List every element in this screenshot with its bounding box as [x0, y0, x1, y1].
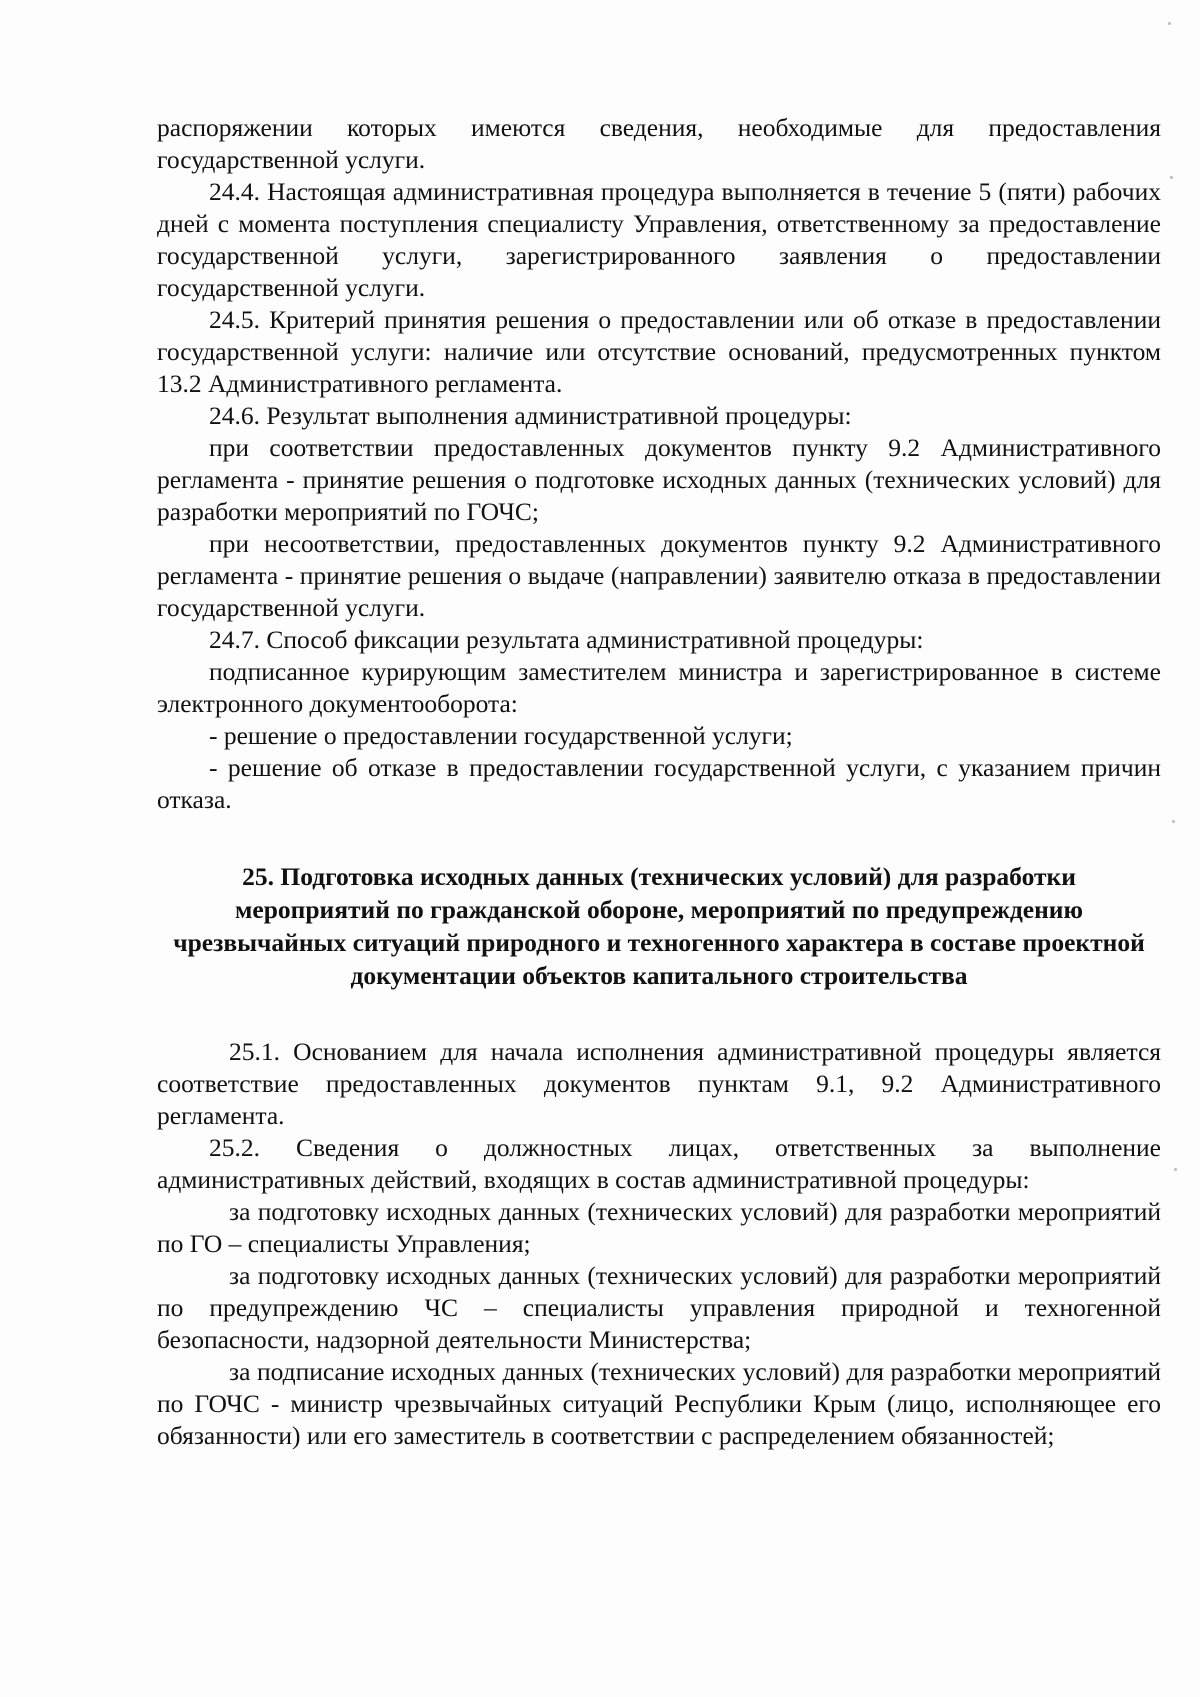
paragraph-25-2-go: за подготовку исходных данных (технических условий) для разработки мероприятий по ГО – специалисты Управления;: [157, 1197, 1161, 1258]
section-heading-25: 25. Подготовка исходных данных (технических условий) для разработки мероприятий по гражданской обороне, мероприятий по предупреждению чрезвычайных ситуаций природного и техногенного характера в составе проектной документации объектов капитального строительства: [173, 862, 1145, 990]
scan-speck: [1170, 176, 1173, 179]
paragraph-24-7-decision-grant: - решение о предоставлении государственной услуги;: [209, 721, 793, 750]
scan-speck: [1172, 820, 1175, 823]
paragraph-24-7: 24.7. Способ фиксации результата административной процедуры:: [209, 625, 924, 654]
document-body: [157, 112, 1161, 1452]
paragraph-24-4: 24.4. Настоящая административная процедура выполняется в течение 5 (пяти) рабочих дней с момента поступления специалисту Управления, ответственному за предоставление государственной услуги, зарегистрированного заявления о предоставлении государственной услуги.: [157, 177, 1161, 302]
paragraph-24-7-decision-refusal: - решение об отказе в предоставлении государственной услуги, с указанием причин отказа.: [157, 753, 1161, 814]
paragraph-25-1: 25.1. Основанием для начала исполнения административной процедуры является соответствие предоставленных документов пунктам 9.1, 9.2 Административного регламента.: [157, 1037, 1161, 1130]
paragraph-24-6: 24.6. Результат выполнения административной процедуры:: [209, 401, 852, 430]
paragraph-24-6-mismatch: при несоответствии, предоставленных документов пункту 9.2 Административного регламента - принятие решения о выдаче (направлении) заявителю отказа в предоставлении государственной услуги.: [157, 529, 1161, 622]
paragraph-25-2-chs: за подготовку исходных данных (технических условий) для разработки мероприятий по предупреждению ЧС – специалисты управления природной и техногенной безопасности, надзорной деятельности Министерства;: [157, 1261, 1161, 1354]
paragraph-25-2-signing: за подписание исходных данных (технических условий) для разработки мероприятий по ГОЧС - министр чрезвычайных ситуаций Республики Крым (лицо, исполняющее его обязанности) или его заместитель в соответствии с распределением обязанностей;: [157, 1357, 1161, 1450]
paragraph-25-2: 25.2. Сведения о должностных лицах, ответственных за выполнение административных действий, входящих в состав административной процедуры:: [157, 1133, 1161, 1194]
paragraph-24-6-match: при соответствии предоставленных документов пункту 9.2 Административного регламента - принятие решения о подготовке исходных данных (технических условий) для разработки мероприятий по ГОЧС;: [157, 433, 1161, 526]
paragraph-24-5: 24.5. Критерий принятия решения о предоставлении или об отказе в предоставлении государственной услуги: наличие или отсутствие оснований, предусмотренных пунктом 13.2 Административного регламента.: [157, 305, 1161, 398]
paragraph-continuation: распоряжении которых имеются сведения, необходимые для предоставления государственной услуги.: [157, 113, 1161, 174]
scan-speck: [1174, 1168, 1177, 1171]
paragraph-24-7-signed: подписанное курирующим заместителем министра и зарегистрированное в системе электронного документооборота:: [157, 657, 1161, 718]
scan-speck: [1168, 22, 1171, 25]
